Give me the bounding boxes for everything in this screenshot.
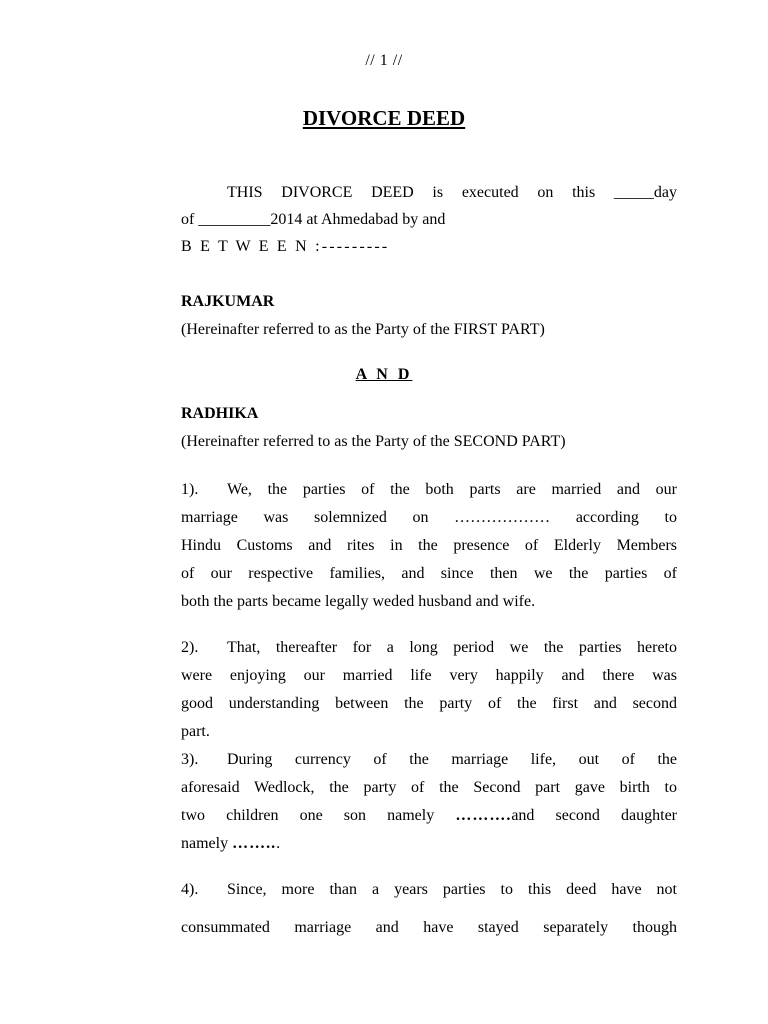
clause-line — [181, 802, 677, 830]
second-party-name: RADHIKA — [181, 405, 259, 422]
clause-line: Hindu Customs and rites in the presence of Elderly Members — [181, 537, 677, 554]
intro-line: of _________2014 at Ahmedabad by and — [181, 211, 446, 228]
clause-line: both the parts became legally weded husband and wife. — [181, 593, 536, 610]
clause-number: 2). — [181, 639, 199, 656]
clause-number: 4). — [181, 881, 199, 898]
clause-line — [181, 746, 677, 774]
clause-number: 1). — [181, 481, 199, 498]
clause-line: marriage was solemnized on ……………… according to — [181, 509, 677, 526]
intro-line: THIS DIVORCE DEED is executed on this _____day — [227, 184, 677, 201]
clause-2 — [181, 634, 677, 746]
clause-line: aforesaid Wedlock, the party of the Second part gave birth to — [181, 779, 677, 796]
first-party-name: RAJKUMAR — [181, 293, 275, 310]
second-party-description: (Hereinafter referred to as the Party of the SECOND PART) — [181, 433, 566, 450]
second-party-block — [181, 400, 681, 456]
clause-text: two children one son namely — [181, 807, 456, 824]
clause-text: namely — [181, 835, 233, 852]
clause-line: part. — [181, 723, 210, 740]
clause-text: Since, more than a years parties to this deed have not — [227, 881, 677, 898]
first-party-description: (Hereinafter referred to as the Party of the FIRST PART) — [181, 321, 545, 338]
clause-text: . — [276, 835, 281, 852]
page-title: DIVORCE DEED — [302, 106, 466, 130]
clause-text: During currency of the marriage life, out of the — [227, 751, 677, 768]
clause-text: That, thereafter for a long period we the parties hereto — [227, 639, 677, 656]
son-name-placeholder: ………. — [455, 807, 512, 824]
clause-line — [181, 876, 677, 914]
clause-line — [181, 634, 677, 662]
intro-paragraph — [181, 179, 677, 260]
clause-1 — [181, 476, 677, 616]
first-party-block — [181, 288, 681, 344]
and-separator: A N D — [355, 366, 413, 383]
page-number: // 1 // — [365, 52, 403, 69]
clause-text: and second daughter — [511, 807, 678, 824]
clause-4 — [181, 876, 677, 952]
clause-line — [181, 476, 677, 504]
daughter-name-placeholder: …….. — [232, 835, 277, 852]
between-heading: B E T W E E N :--------- — [181, 238, 390, 255]
clause-line: good understanding between the party of the first and second — [181, 695, 677, 712]
clause-number: 3). — [181, 751, 199, 768]
clause-line: consummated marriage and have stayed separately though — [181, 919, 677, 936]
clause-line: were enjoying our married life very happily and there was — [181, 667, 677, 684]
clause-3 — [181, 746, 677, 858]
clause-text: We, the parties of the both parts are married and our — [227, 481, 677, 498]
clause-line: of our respective families, and since then we the parties of — [181, 565, 677, 582]
clause-line — [181, 830, 677, 858]
